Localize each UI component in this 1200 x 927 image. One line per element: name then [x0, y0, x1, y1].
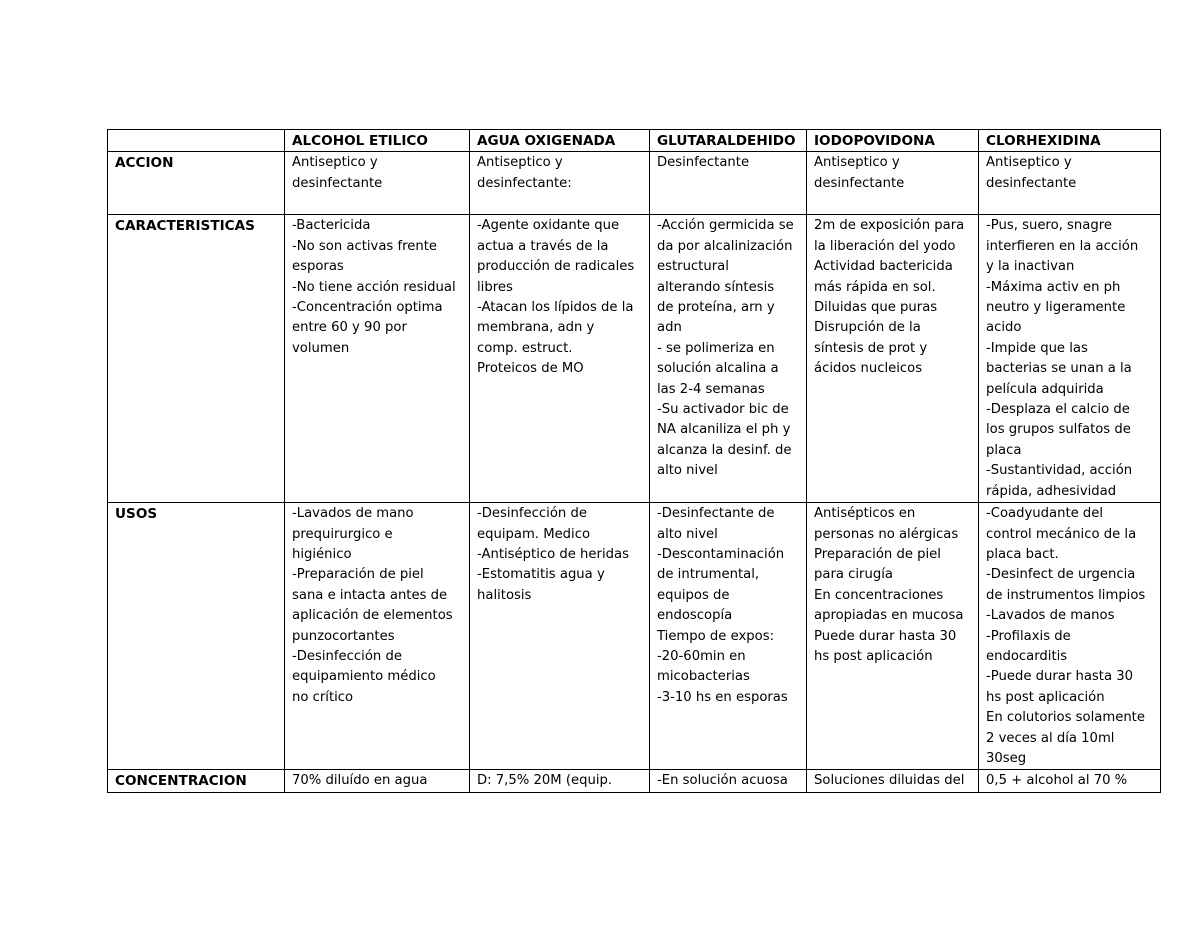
cell-text-line: equipos de [657, 587, 730, 603]
cell-text-line: más rápida en sol. [814, 279, 936, 295]
cell-text-line: - se polimeriza en [657, 340, 775, 356]
cell-text-line: -Coadyudante del [986, 506, 1104, 522]
cell-text-line: -En solución acuosa [657, 773, 788, 789]
cell-text-line: -Estomatitis agua y [477, 567, 605, 583]
cell-text-line: -Desinfectante de [657, 506, 775, 522]
cell-text-line: endocarditis [986, 648, 1068, 664]
cell-text-line: adn [657, 320, 682, 336]
cell-text-line: ácidos nucleicos [814, 361, 923, 377]
cell-text-line: hs post aplicación [986, 689, 1105, 705]
cell-text-line: y la inactivan [986, 259, 1075, 275]
cell-text-line: comp. estruct. [477, 340, 573, 356]
cell-text-line: estructural [657, 259, 729, 275]
cell-text-line: hs post aplicación [814, 648, 933, 664]
cell-text-line: -Profilaxis de [986, 628, 1071, 644]
cell-text-line: para cirugía [814, 567, 893, 583]
cell-text-line: alto nivel [657, 526, 718, 542]
cell-text-line: desinfectante [292, 175, 383, 191]
table-cell-clorhexidina [979, 770, 1161, 792]
table-cell-iodopovidona [807, 770, 979, 792]
cell-text-line: -No son activas frente [292, 238, 438, 254]
cell-text-line: Diluidas que puras [814, 300, 938, 316]
table-cell-alcohol-etilico [285, 215, 470, 503]
cell-text-line: En colutorios solamente [986, 710, 1145, 726]
cell-text-line: Soluciones diluidas del [814, 773, 965, 789]
cell-text-line: -Preparación de piel [292, 567, 424, 583]
cell-text-line: no crítico [292, 689, 354, 705]
cell-text-line: entre 60 y 90 por [292, 320, 407, 336]
table-cell-agua-oxigenada [470, 215, 650, 503]
cell-text-line: personas no alérgicas [814, 526, 959, 542]
cell-text-line: de instrumentos limpios [986, 587, 1146, 603]
table-cell-clorhexidina [979, 503, 1161, 770]
cell-text-line: solución alcalina a [657, 361, 779, 377]
cell-text-line: -Su activador bic de [657, 402, 789, 418]
table-cell-agua-oxigenada [470, 152, 650, 215]
cell-text-line: Antiseptico y [292, 155, 378, 171]
table-cell-alcohol-etilico [285, 503, 470, 770]
cell-text-line: desinfectante [986, 175, 1077, 191]
header-cell-agua-oxigenada: AGUA OXIGENADA [470, 130, 650, 152]
cell-text-line: las 2-4 semanas [657, 381, 765, 397]
cell-text-line: -Pus, suero, snagre [986, 218, 1112, 234]
cell-text-line: -Acción germicida se [657, 218, 794, 234]
cell-text-line: Disrupción de la [814, 320, 921, 336]
row-label: CONCENTRACION [108, 770, 285, 792]
cell-text-line: Puede durar hasta 30 [814, 628, 957, 644]
cell-text-line: Antiseptico y [986, 155, 1072, 171]
cell-text-line: -Bactericida [292, 218, 371, 234]
table-cell-clorhexidina [979, 215, 1161, 503]
header-cell-glutaraldehido: GLUTARALDEHIDO [650, 130, 807, 152]
cell-text-line: da por alcalinización [657, 238, 793, 254]
cell-text-line: apropiadas en mucosa [814, 608, 964, 624]
cell-text-line: Actividad bactericida [814, 259, 953, 275]
cell-text-line: aplicación de elementos [292, 608, 453, 624]
row-label: USOS [108, 503, 285, 770]
cell-text-line: higiénico [292, 546, 352, 562]
cell-text-line: En concentraciones [814, 587, 944, 603]
cell-text-line: -Puede durar hasta 30 [986, 669, 1134, 685]
cell-text-line: equipam. Medico [477, 526, 591, 542]
cell-text-line: Antiseptico y [814, 155, 900, 171]
cell-text-line: -Desplaza el calcio de [986, 402, 1130, 418]
cell-text-line: 30seg [986, 750, 1027, 766]
cell-text-line: -Lavados de manos [986, 608, 1115, 624]
cell-text-line: rápida, adhesividad [986, 483, 1117, 499]
table-row [108, 215, 1161, 503]
cell-text-line: Antisépticos en [814, 506, 916, 522]
cell-text-line: -Impide que las [986, 340, 1088, 356]
cell-text-line: prequirurgico e [292, 526, 393, 542]
cell-text-line: volumen [292, 340, 350, 356]
cell-text-line: -Lavados de mano [292, 506, 414, 522]
cell-text-line: -Agente oxidante que [477, 218, 620, 234]
table-cell-agua-oxigenada [470, 770, 650, 792]
cell-text-line: -Descontaminación [657, 546, 785, 562]
cell-text-line: alterando síntesis [657, 279, 775, 295]
cell-text-line: membrana, adn y [477, 320, 595, 336]
cell-text-line: halitosis [477, 587, 532, 603]
cell-text-line: neutro y ligeramente [986, 300, 1126, 316]
header-cell-empty [108, 130, 285, 152]
table-cell-iodopovidona [807, 503, 979, 770]
cell-text-line: alto nivel [657, 463, 718, 479]
cell-text-line: NA alcaniliza el ph y [657, 422, 791, 438]
table-cell-glutaraldehido [650, 770, 807, 792]
cell-text-line: control mecánico de la [986, 526, 1137, 542]
cell-text-line: sana e intacta antes de [292, 587, 448, 603]
cell-text-line: placa [986, 442, 1022, 458]
table-cell-alcohol-etilico [285, 152, 470, 215]
cell-text-line: -Antiséptico de heridas [477, 546, 629, 562]
cell-text-line: actua a través de la [477, 238, 609, 254]
cell-text-line: -3-10 hs en esporas [657, 689, 788, 705]
cell-text-line: 2 veces al día 10ml [986, 730, 1115, 746]
cell-text-line: endoscopía [657, 608, 733, 624]
table-cell-iodopovidona [807, 152, 979, 215]
header-cell-clorhexidina: CLORHEXIDINA [979, 130, 1161, 152]
table-cell-alcohol-etilico [285, 770, 470, 792]
cell-text-line: 70% diluído en agua [292, 773, 428, 789]
header-cell-alcohol-etilico: ALCOHOL ETILICO [285, 130, 470, 152]
header-row [108, 130, 1161, 152]
cell-text-line: de proteína, arn y [657, 300, 775, 316]
comparison-table [107, 129, 1161, 793]
cell-text-line: equipamiento médico [292, 669, 436, 685]
cell-text-line: -No tiene acción residual [292, 279, 456, 295]
cell-text-line: libres [477, 279, 513, 295]
cell-text-line: alcanza la desinf. de [657, 442, 792, 458]
row-label: ACCION [108, 152, 285, 215]
table-cell-iodopovidona [807, 215, 979, 503]
cell-text-line: -20-60min en [657, 648, 746, 664]
cell-text-line: -Máxima activ en ph [986, 279, 1121, 295]
cell-text-line: interfieren en la acción [986, 238, 1139, 254]
cell-text-line: Tiempo de expos: [657, 628, 775, 644]
table-cell-clorhexidina [979, 152, 1161, 215]
cell-text-line: síntesis de prot y [814, 340, 928, 356]
cell-text-line: -Sustantividad, acción [986, 463, 1133, 479]
cell-text-line: la liberación del yodo [814, 238, 956, 254]
header-cell-iodopovidona: IODOPOVIDONA [807, 130, 979, 152]
cell-text-line: Desinfectante [657, 155, 750, 171]
table-cell-glutaraldehido [650, 152, 807, 215]
cell-text-line: acido [986, 320, 1022, 336]
cell-text-line: Antiseptico y [477, 155, 563, 171]
cell-text-line: Proteicos de MO [477, 361, 584, 377]
cell-text-line: micobacterias [657, 669, 750, 685]
cell-text-line: Preparación de piel [814, 546, 941, 562]
cell-text-line: placa bact. [986, 546, 1059, 562]
cell-text-line: D: 7,5% 20M (equip. [477, 773, 613, 789]
table-row [108, 152, 1161, 215]
cell-text-line: -Atacan los lípidos de la [477, 300, 634, 316]
cell-text-line: 2m de exposición para [814, 218, 965, 234]
cell-text-line: película adquirida [986, 381, 1104, 397]
table-cell-glutaraldehido [650, 503, 807, 770]
cell-text-line: 0,5 + alcohol al 70 % [986, 773, 1128, 789]
cell-text-line: desinfectante: [477, 175, 572, 191]
cell-text-line: esporas [292, 259, 344, 275]
table-row [108, 503, 1161, 770]
cell-text-line: producción de radicales [477, 259, 635, 275]
cell-text-line: -Concentración optima [292, 300, 443, 316]
table-cell-agua-oxigenada [470, 503, 650, 770]
cell-text-line: -Desinfección de [292, 648, 402, 664]
cell-text-line: desinfectante [814, 175, 905, 191]
cell-text-line: -Desinfección de [477, 506, 587, 522]
row-label: CARACTERISTICAS [108, 215, 285, 503]
cell-text-line: -Desinfect de urgencia [986, 567, 1136, 583]
cell-text-line: punzocortantes [292, 628, 395, 644]
cell-text-line: bacterias se unan a la [986, 361, 1132, 377]
cell-text-line: de intrumental, [657, 567, 760, 583]
table-cell-glutaraldehido [650, 215, 807, 503]
table-row [108, 770, 1161, 792]
cell-text-line: los grupos sulfatos de [986, 422, 1131, 438]
